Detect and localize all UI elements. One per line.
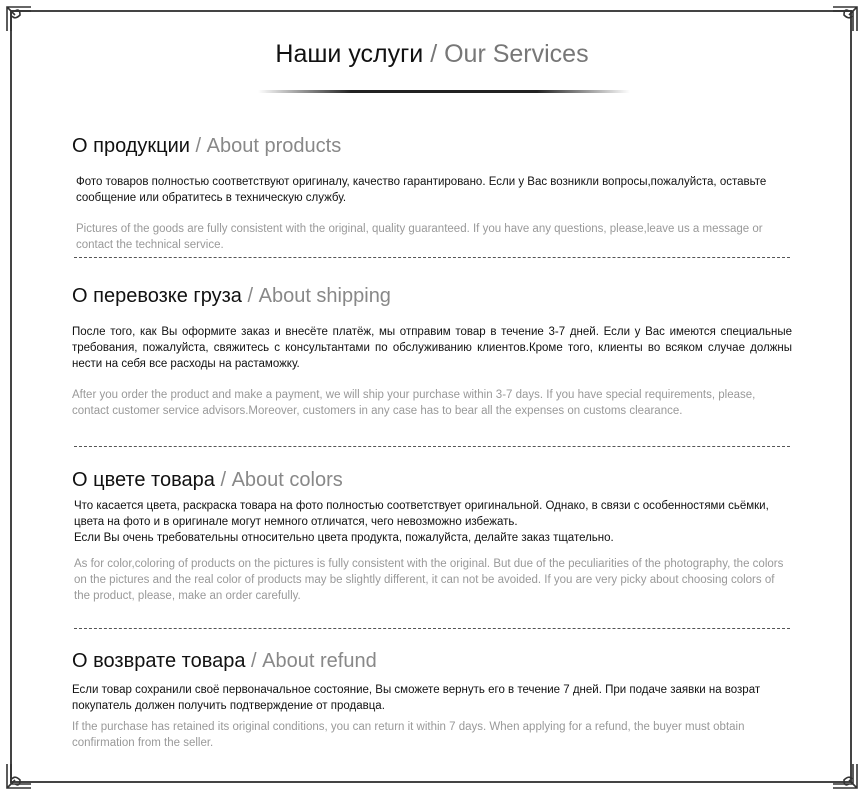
- section-title-separator: /: [195, 135, 202, 157]
- page-title-ru: Наши услуги: [275, 40, 424, 68]
- section-divider: [74, 628, 790, 629]
- section-title-ru: О цвете товара: [72, 469, 215, 491]
- section-text-en: After you order the product and make a payment, we will ship your purchase within 3-7 days. If you have special requirements, please, contact customer service advisors.Moreover, customers in any case has to bear all the expenses on customs clearance.: [72, 389, 756, 417]
- section-title-en: About refund: [262, 650, 377, 672]
- section-title: [72, 468, 792, 492]
- section-title-en: About colors: [231, 469, 343, 491]
- page-title: [0, 40, 864, 69]
- section-about-refund: [72, 649, 792, 751]
- section-text-ru: Что касается цвета, раскраска товара на фото полностью соответствует оригинальной. Однако, в связи с особенностями сьёмки, цвета на фото и в оригинале могут немного отличатся, чего невозможно избежать.: [74, 500, 769, 528]
- section-text-ru-2: Если Вы очень требовательны относительно цвета продукта, пожалуйста, делайте заказ тщательно.: [74, 532, 614, 544]
- section-text-ru: После того, как Вы оформите заказ и внесёте платёж, мы отправим товар в течение 3-7 дней. Если у Вас имеются специальные требования, пожалуйста, свяжитесь с консультантами по обслуживанию клиентов.Кроме того, клиенты во всяком случае должны нести на себя все расходы на растаможку.: [72, 326, 792, 370]
- section-title: [72, 134, 792, 158]
- section-title-en: About shipping: [258, 285, 391, 307]
- section-title: [72, 284, 792, 308]
- section-divider: [74, 257, 790, 258]
- corner-ornament-icon: [6, 763, 32, 789]
- section-title-separator: /: [251, 650, 257, 672]
- section-about-products: [72, 134, 792, 253]
- section-title-en: About products: [206, 135, 342, 157]
- section-text-ru: Если товар сохранили своё первоначальное состояние, Вы сможете вернуть его в течение 7 дней. При подаче заявки на возрат покупатель должен получить подтверждение от продавца.: [72, 684, 761, 712]
- section-text-en: As for color,coloring of products on the pictures is fully consistent with the original. But due of the peculiarities of the photography, the colors on the pictures and the real color of products may be slightly different, it can not be avoided. If you are very picky about choosing colors of the product, please, make an order carefully.: [74, 558, 784, 602]
- corner-ornament-icon: [6, 6, 32, 32]
- section-title-separator: /: [247, 285, 254, 307]
- page-title-separator: /: [430, 40, 438, 68]
- section-about-shipping: [72, 284, 792, 419]
- section-about-colors: [72, 468, 792, 604]
- section-text-ru: Фото товаров полностью соответствуют оригиналу, качество гарантировано. Если у Вас возникли вопросы,пожалуйста, оставьте сообщение или обратитесь в техническую службу.: [76, 176, 767, 204]
- section-title-ru: О продукции: [72, 135, 190, 157]
- corner-ornament-icon: [832, 6, 858, 32]
- section-title: [72, 649, 792, 673]
- page-title-en: Our Services: [444, 40, 589, 68]
- corner-ornament-icon: [832, 763, 858, 789]
- section-divider: [74, 446, 790, 447]
- title-underline: [258, 90, 630, 93]
- section-text-en: If the purchase has retained its original conditions, you can return it within 7 days. When applying for a refund, the buyer must obtain confirmation from the seller.: [72, 721, 745, 749]
- section-title-separator: /: [220, 469, 226, 491]
- section-text-en: Pictures of the goods are fully consistent with the original, quality guaranteed. If you have any questions, please,leave us a message or contact the technical service.: [76, 223, 763, 251]
- section-title-ru: О возврате товара: [72, 650, 246, 672]
- section-title-ru: О перевозке груза: [72, 285, 242, 307]
